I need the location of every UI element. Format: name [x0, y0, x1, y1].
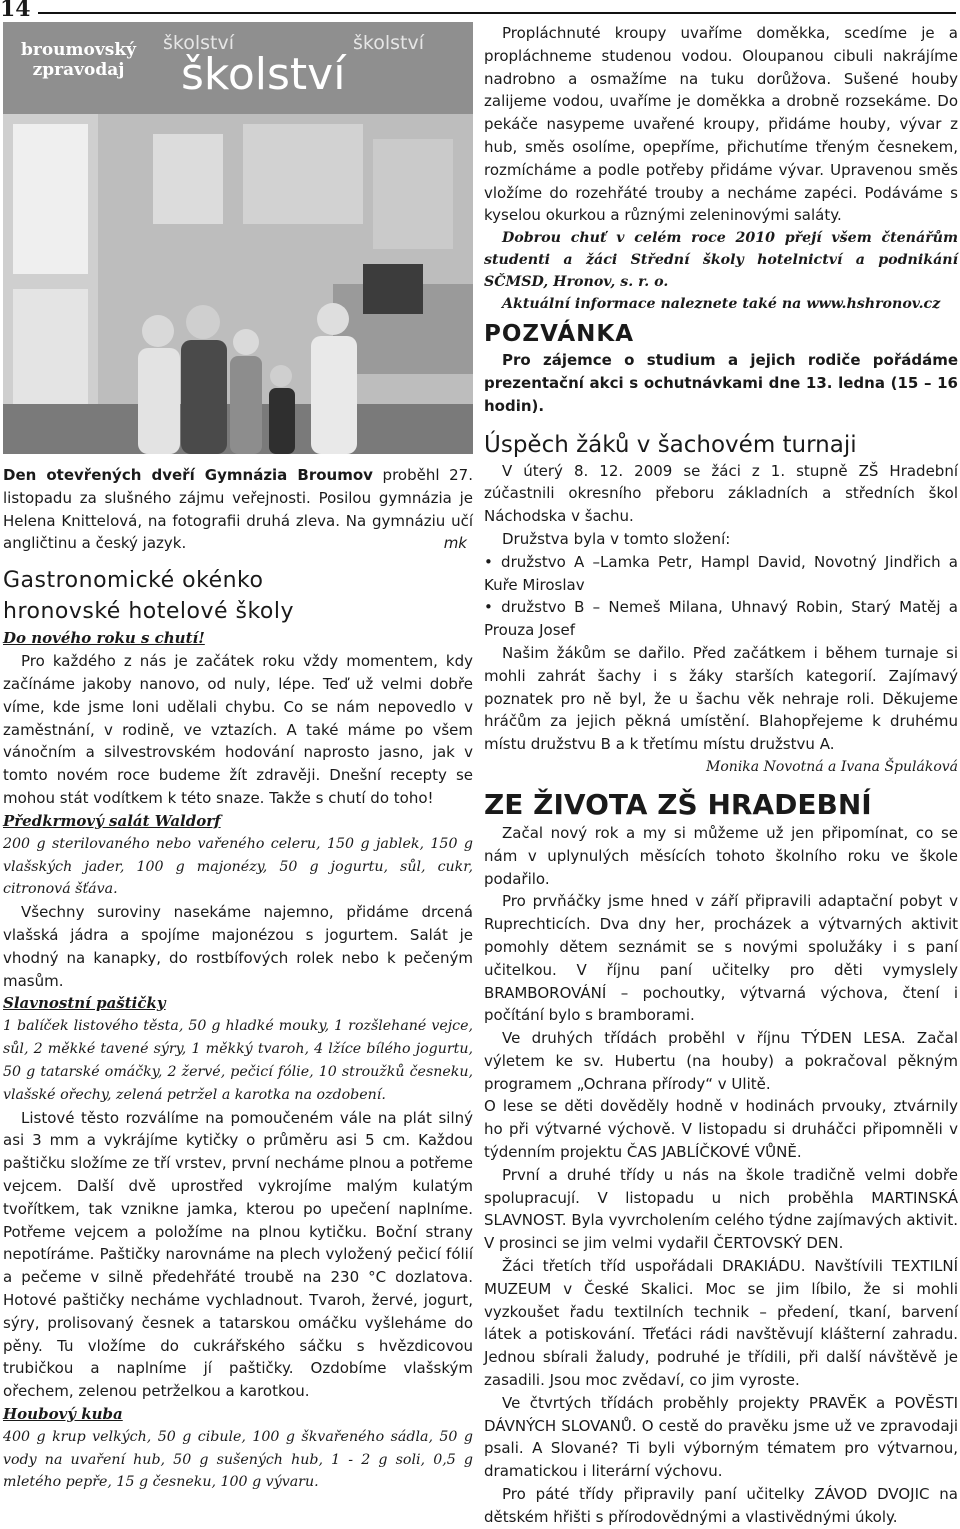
school-photo: [3, 114, 473, 454]
gastro-title-line1: Gastronomické okénko: [3, 568, 264, 594]
gastro-website: Aktuální informace naleznete také na www.hshronov.cz: [502, 296, 941, 313]
recipe2-ingredients: 1 balíček listového těsta, 50 g hladké mouky, 1 rozšlehané vejce, sůl, 2 měkké tavené sýry, 1 měkký tvaroh, 4 lžíce bílého jogurtu, 50 g tatarské omáčky, 2 žervé, pečicí fólie, 10 stroužků česneku, vlašské ořechy, zelená petržel a karotka na ozdobení.: [3, 1018, 473, 1103]
zs-p2: Pro prvňáčky jsme hned v září připravili adaptační pobyt v Ruprechticích. Dva dny her, procházek a výtvarných aktivit pomohly dětem seznámit se s novými spolužáky i s paní učitelkou. V říjnu paní učitelky pro děti vymyslely BRAMBOROVÁNÍ – pochoutky, výtvarná výchova, čtení i počítání bylo s bramborami.: [484, 892, 958, 1025]
zs-p5: První a druhé třídy u nás na škole tradičně velmi dobře spolupracují. V listopadu u nich proběhla MARTINSKÁ SLAVNOST. Byla vyvrcholením celého týdne zajímavých aktivit. V prosinci se jim velmi vydařil ČERTOVSKÝ DEN.: [484, 1165, 958, 1253]
brand-line2: zpravodaj: [32, 60, 125, 80]
gastro-intro: Pro každého z nás je začátek roku vždy momentem, kdy začínáme jakoby nanovo, od nuly, lépe. Teď už velmi dobře víme, kde jsme loni udělali chybu. Co se nám nepovedlo v zaměstnání, v rodině, ve vztazích. A také máme po všem vánočním a silvestrovském hodování naprosto jasno, jak v tomto novém roce budeme žít zdravěji. Dnešní recepty se mohou stát vodítkem k této snaze. Takže s chutí do toho!: [3, 652, 473, 807]
recipe3-title: Houbový kuba: [3, 1404, 123, 1423]
zs-p4: O lese se děti dověděly hodně v hodinách prvouky, ztvárnily ho při výtvarné výchově. V listopadu si druháčci připomněli v týdenním projektu ČAS JABLÍČKOVÉ VŮNĚ.: [484, 1097, 958, 1162]
recipe1-ingredients: 200 g sterilovaného nebo vařeného celeru, 150 g jablek, 150 g vlašských jader, 100 g majonézy, 50 g jogurtu, sůl, cukr, citronová šťáva.: [3, 835, 473, 898]
zs-p6: Žáci třetích tříd uspořádali DRAKIÁDU. Navštívili TEXTILNÍ MUZEUM v České Skalici. Moc se jim líbilo, že si mohli vyzkoušet řadu textilních technik – předení, tkaní, barvení látek a potiskování. Třeťáci rádi navštěvují klášterní zahradu. Jednou sbírali žaludy, podruhé je třídili, při další návštěvě je zasadili. Jsou moc zvědaví, co jim vyroste.: [484, 1257, 958, 1390]
zs-p3: Ve druhých třídách proběhl v říjnu TÝDEN LESA. Začal výletem ke sv. Hubertu (na houby) a pokračoval pěkným programem „Ochrana přírody“ v Ulitě.: [484, 1029, 958, 1093]
gastro-title: [3, 565, 473, 627]
right-column: [484, 22, 958, 1529]
recipe1-method: Všechny suroviny nasekáme najemno, přidáme drcená vlašská jádra a spojíme majonézou s jogurtem. Salát je vhodný na kanapky, do rostbífových rolek nebo k pečeným masům.: [3, 903, 473, 990]
zs-p8: Pro páté třídy připravily paní učitelky ZÁVOD DVOJIC na dětském hřišti s přírodovědnými a vlastivědnými úkoly.: [484, 1485, 958, 1526]
masthead: [3, 22, 473, 114]
chess-team-a: • družstvo A –Lamka Petr, Hampl David, Novotný Jindřich a Kuře Miroslav: [484, 552, 958, 594]
recipe2-title: Slavnostní paštičky: [3, 994, 166, 1013]
gastro-closing: Dobrou chuť v celém roce 2010 přejí všem čtenářům studenti a žáci Střední školy hotelnictví a podnikání SČMSD, Hronov, s. r. o.: [484, 230, 958, 291]
section-small-1: školství: [163, 32, 234, 54]
photo-caption: [3, 464, 473, 555]
chess-signature: Monika Novotná a Ivana Špuláková: [706, 758, 958, 775]
recipe2-method: Listové těsto rozválíme na pomoučeném vále na plát silný asi 3 mm a vykrájíme kytičky o průměru asi 5 cm. Každou paštičku složíme ze tří vrstev, první necháme plnou a potřeme vejcem. Další dvě uprostřed vykrojíme malým kulatým tvořítkem, tak vznikne jamka, kterou po upečení naplníme. Potřeme vejcem a položíme na plnou kytičku. Boční strany nepotíráme. Paštičky narovnáme na plech vyložený pečicí fólií a pečeme v silně předehřáté troubě na 230 °C dozlatova. Hotové paštičky necháme vychladnout. Tvaroh, žervé, jogurt, sýry, prolisovaný česnek a tatarskou omáčku vyšleháme do pěny. Tu vložíme do cukrářského sáčku s hvězdicovou trubičkou a naplníme jí paštičky. Ozdobíme vlašským ořechem, zelenou petrželkou a karotkou.: [3, 1108, 473, 1401]
section-title: školství: [181, 49, 346, 100]
photo-illustration: [3, 114, 473, 454]
gastro-title-line2: hronovské hotelové školy: [3, 599, 295, 625]
chess-team-b: • družstvo B – Nemeš Milana, Uhnavý Robin, Starý Matěj a Prouza Josef: [484, 598, 958, 640]
caption-signature: mk: [443, 534, 467, 553]
recipe3-ingredients: 400 g krup velkých, 50 g cibule, 100 g škvařeného sádla, 50 g vody na uvaření hub, 50 g sušených hub, 1 - 2 g soli, 0,5 g mletého pepře, 15 g česneku, 100 g vývaru.: [3, 1428, 473, 1491]
recipe1-title: Předkrmový salát Waldorf: [3, 811, 221, 830]
left-column: [3, 22, 473, 1494]
caption-text: proběhl 27. listopadu za slušného zájmu veřejnosti. Posilou gymnázia je Helena Knittelová, na fotografii druhá zleva. Na gymnáziu učí angličtinu a český jazyk.: [3, 466, 473, 553]
chess-p2: Družstva byla v tomto složení:: [502, 529, 731, 548]
chess-p3: Našim žákům se dařilo. Před začátkem i během turnaje si mohli zahrát šachy i s žáky starších kategorií. Zajímavý poznatek pro ně byl, že u šachu věk nehraje roli. Děkujeme hráčům za jejich pěkná umístění. Blahopřejeme k druhému místu družstvu B a k třetímu místu družstvu A.: [484, 643, 958, 754]
section-small-2: školství: [353, 32, 424, 54]
brand-line1: broumovský: [21, 40, 136, 60]
zs-title: ZE ŽIVOTA ZŠ HRADEBNÍ: [484, 787, 872, 821]
top-rule: [38, 12, 956, 14]
page-number: 14: [0, 0, 31, 22]
pozvanka-title: POZVÁNKA: [484, 321, 634, 348]
chess-title: Úspěch žáků v šachovém turnaji: [484, 431, 857, 458]
zs-p7: Ve čtvrtých třídách proběhly projekty PRAVĚK a POVĚSTI DÁVNÝCH SLOVANŮ. O cestě do pravěku jsme už ve zpravodaji psali. A Slované? Ti byli výborným tématem pro výtvarnou, dramatickou i literární výchovu.: [484, 1393, 958, 1481]
brand-logo: [21, 40, 136, 80]
gastro-subtitle: Do nového roku s chutí!: [3, 629, 205, 648]
chess-p1: V úterý 8. 12. 2009 se žáci z 1. stupně ZŠ Hradební zúčastnili okresního přeboru základních a středních škol Náchodska v šachu.: [484, 461, 958, 526]
recipe3-method: Propláchnuté kroupy uvaříme doměkka, scedíme je a propláchneme studenou vodou. Oloupanou cibuli nakrájíme nadrobno a osmažíme na tuku dorůžova. Sušené houby zalijeme vodou, uvaříme je doměkka a drobně rozsekáme. Do pekáče nasypeme uvařené kroupy, přidáme houby, vývar z hub, směs osolíme, opepříme, přichutíme třeným česnekem, rozmícháme a podle potřeby přidáme vývar. Upravenou směs vložíme do rozehřáté trouby a necháme zapéci. Podáváme s kyselou okurkou a různými zeleninovými saláty.: [484, 24, 958, 225]
zs-p1: Začal nový rok a my si můžeme už jen připomínat, co se nám v uplynulých měsících tohoto školního roku ve škole podařilo.: [484, 823, 958, 888]
pozvanka-text: Pro zájemce o studium a jejich rodiče pořádáme prezentační akci s ochutnávkami dne 13. ledna (15 – 16 hodin).: [484, 351, 958, 415]
caption-lead: Den otevřených dveří Gymnázia Broumov: [3, 466, 373, 484]
